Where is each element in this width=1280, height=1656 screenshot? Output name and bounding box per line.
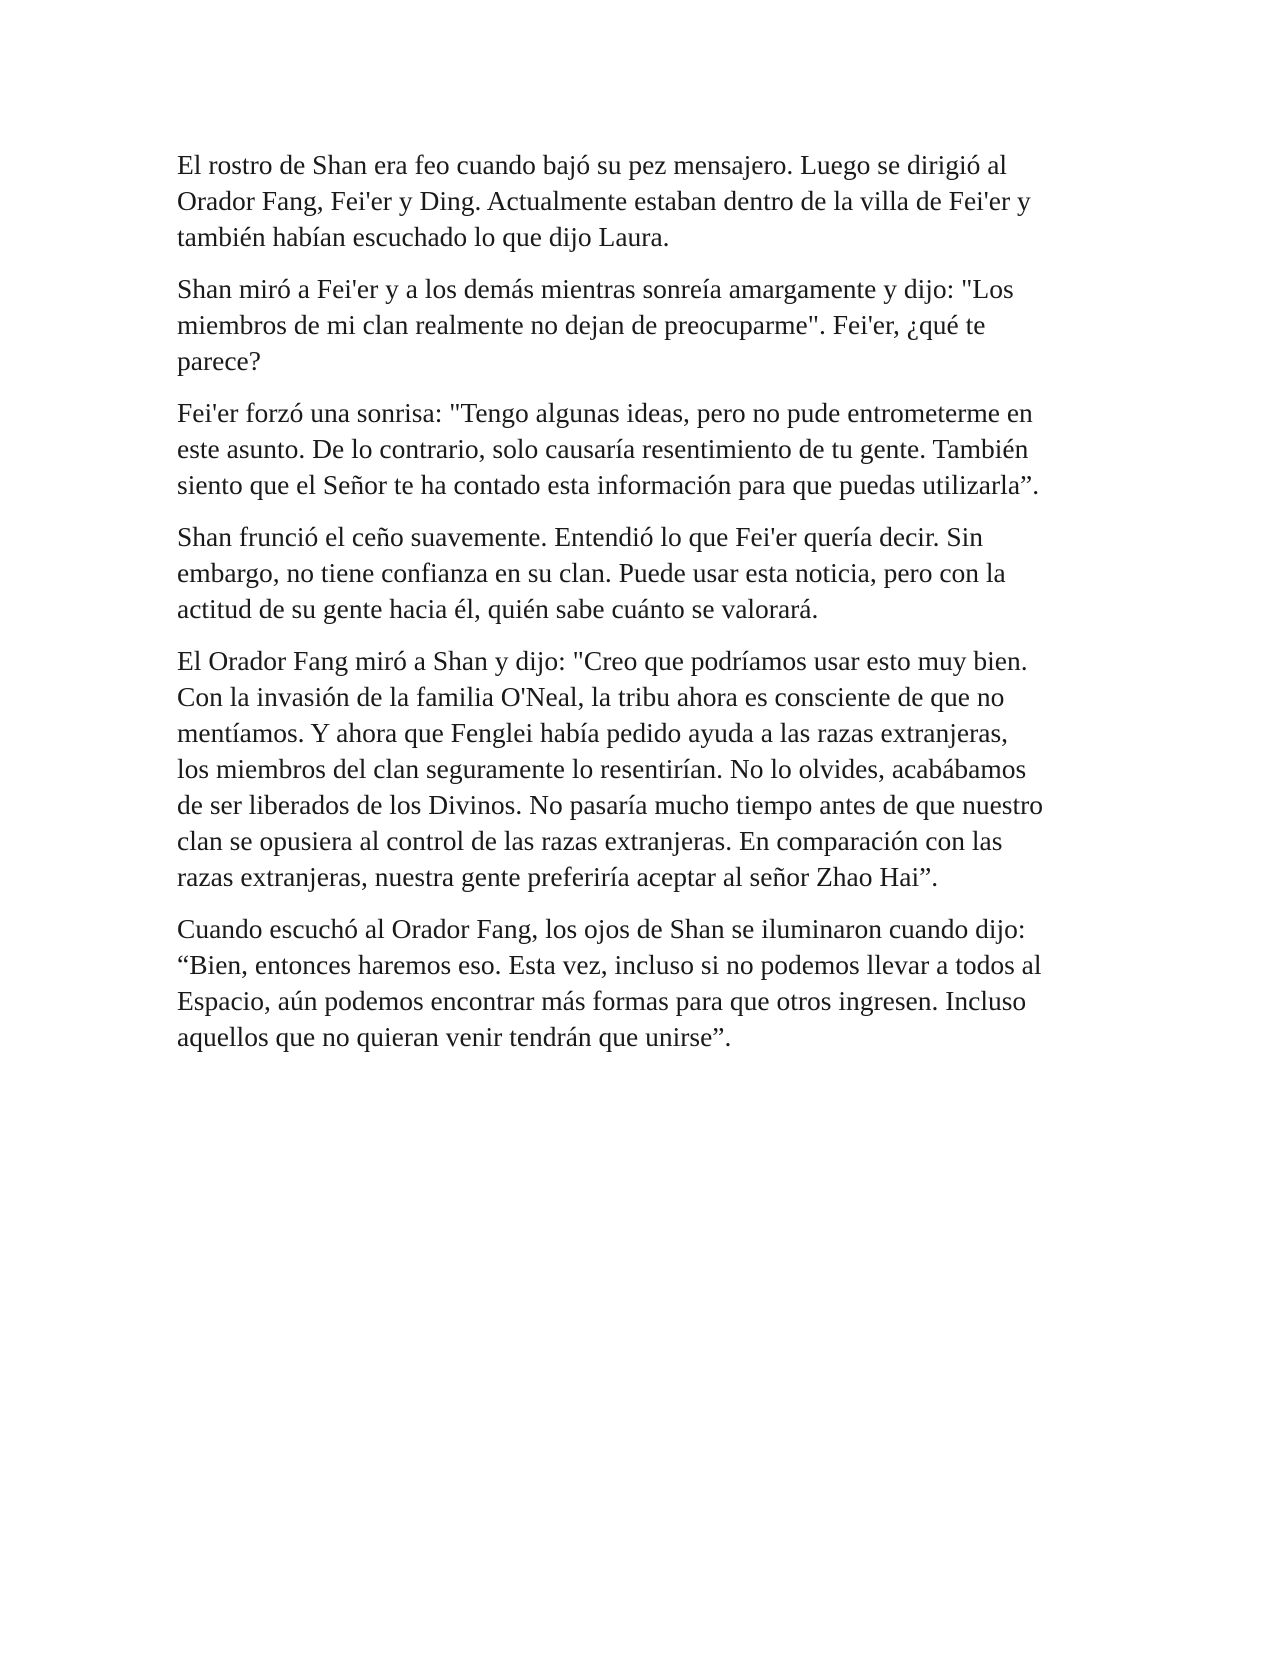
paragraph-2: Shan miró a Fei'er y a los demás mientras sonreía amargamente y dijo: "Los miembros de mi clan realmente no dejan de preocuparme". Fei'er, ¿qué te parece? bbox=[177, 273, 1014, 376]
body-text bbox=[177, 147, 1107, 1071]
paragraph-3: Fei'er forzó una sonrisa: "Tengo algunas ideas, pero no pude entrometerme en este asunto. De lo contrario, solo causaría resentimiento de tu gente. También siento que el Señor te ha contado esta información para que puedas utilizarla”. bbox=[177, 397, 1040, 500]
paragraph-1: El rostro de Shan era feo cuando bajó su pez mensajero. Luego se dirigió al Orador Fang, Fei'er y Ding. Actualmente estaban dentro de la villa de Fei'er y también habían escuchado lo que dijo Laura. bbox=[177, 149, 1031, 252]
paragraph-4: Shan frunció el ceño suavemente. Entendió lo que Fei'er quería decir. Sin embargo, no tiene confianza en su clan. Puede usar esta noticia, pero con la actitud de su gente hacia él, quién sabe cuánto se valorará. bbox=[177, 521, 1006, 624]
paragraph-6: Cuando escuchó al Orador Fang, los ojos de Shan se iluminaron cuando dijo: “Bien, entonces haremos eso. Esta vez, incluso si no podemos llevar a todos al Espacio, aún podemos encontrar más formas para que otros ingresen. Incluso aquellos que no quieran venir tendrán que unirse”. bbox=[177, 913, 1042, 1052]
paragraph-5: El Orador Fang miró a Shan y dijo: "Creo que podríamos usar esto muy bien. Con la invasión de la familia O'Neal, la tribu ahora es consciente de que no mentíamos. Y ahora que Fenglei había pedido ayuda a las razas extranjeras, los miembros del clan seguramente lo resentirían. No lo olvides, acabábamos de ser liberados de los Divinos. No pasaría mucho tiempo antes de que nuestro clan se opusiera al control de las razas extranjeras. En comparación con las razas extranjeras, nuestra gente preferiría aceptar al señor Zhao Hai”. bbox=[177, 645, 1044, 892]
